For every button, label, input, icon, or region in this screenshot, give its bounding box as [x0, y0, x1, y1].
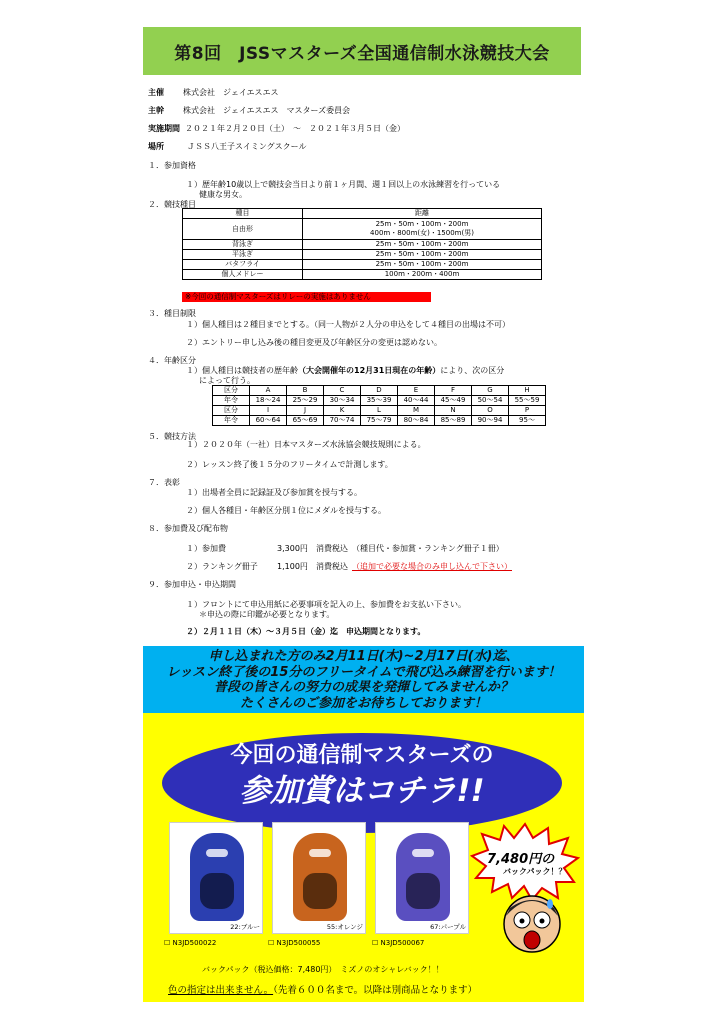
- age-cell: 65～69: [287, 416, 324, 426]
- age-cell: I: [250, 406, 287, 416]
- age-cell: 80～84: [398, 416, 435, 426]
- pocket: [303, 873, 337, 909]
- age-row-age1: [213, 396, 546, 406]
- sec7-heading: ７．表彰: [148, 478, 180, 487]
- sec7-line1: １）出場者全員に記録証及び参加賞を授与する。: [186, 488, 362, 497]
- age-cell: 70～74: [324, 416, 361, 426]
- age-cell: L: [361, 406, 398, 416]
- event-breaststroke-dist: 25m・50m・100m・200m: [303, 250, 542, 260]
- event-butterfly-dist: 25m・50m・100m・200m: [303, 260, 542, 270]
- age-cell: C: [324, 386, 361, 396]
- sec7-line2: ２）個人各種目・年齢区分別１位にメダルを授与する。: [186, 506, 386, 515]
- price-subtext: バックパック！？: [503, 867, 567, 876]
- age-cell: 30～34: [324, 396, 361, 406]
- event-backstroke: 背泳ぎ: [183, 240, 303, 250]
- age-cell: 18～24: [250, 396, 287, 406]
- sec4-line1c: により、次の区分: [440, 366, 505, 375]
- age-cell: G: [472, 386, 509, 396]
- sec4-line2: によって行う。: [199, 376, 255, 385]
- age-cell: 区分: [213, 386, 250, 396]
- promo-line2: 参加賞はコチラ!!: [239, 773, 485, 809]
- sec5-heading: ５．競技方法: [148, 432, 196, 441]
- info-value-venue: ＪＳＳ八王子スイミングスクール: [187, 142, 307, 151]
- sec4-heading: ４．年齢区分: [148, 356, 196, 365]
- fee-tax: 消費税込: [316, 544, 348, 553]
- brand-logo: [309, 849, 331, 857]
- age-cell: 45～49: [435, 396, 472, 406]
- backpack-icon: [293, 833, 347, 921]
- banner-line2: レッスン終了後の15分のフリータイムで飛び込み練習を行います！: [166, 664, 561, 680]
- age-cell: 区分: [213, 406, 250, 416]
- age-cell: 25～29: [287, 396, 324, 406]
- age-cell: A: [250, 386, 287, 396]
- sec1-heading: １．参加資格: [148, 161, 196, 170]
- sec4-line1a: １）個人種目は競技者の歴年齢: [186, 366, 298, 375]
- age-cell: M: [398, 406, 435, 416]
- color-label-purple: 67:パープル: [430, 923, 466, 931]
- age-cell: B: [287, 386, 324, 396]
- event-backstroke-dist: 25m・50m・100m・200m: [303, 240, 542, 250]
- age-cell: 60～64: [250, 416, 287, 426]
- fee-note: （種目代・参加賞・ランキング冊子１冊）: [352, 544, 504, 553]
- ranking-note: （追加で必要な場合のみ申し込んで下さい）: [352, 562, 512, 571]
- age-cell: 35～39: [361, 396, 398, 406]
- sec9-line2: ＊申込の際に印鑑が必要となります。: [199, 610, 335, 619]
- age-cell: F: [435, 386, 472, 396]
- event-freestyle-dist2: 400m・800m(女)・1500m(男): [370, 229, 474, 237]
- age-row-class1: [213, 386, 546, 396]
- footer-first-600: （先着６００名まで。以降は別商品となります）: [273, 985, 478, 996]
- age-cell: D: [361, 386, 398, 396]
- footer-line1: バックパック（税込価格：7,480円） ミズノのオシャレバック！！: [202, 965, 444, 974]
- info-label-period: 実施期間: [148, 124, 180, 133]
- info-label-venue: 場所: [148, 142, 164, 151]
- event-freestyle-dist1: 25m・50m・100m・200m: [375, 220, 469, 228]
- product-code-blue[interactable]: ☐ N3JD500022: [164, 939, 217, 947]
- age-cell: H: [509, 386, 546, 396]
- sec2-heading: ２．競技種目: [148, 200, 196, 209]
- age-cell: J: [287, 406, 324, 416]
- events-table: [182, 208, 542, 280]
- age-cell: E: [398, 386, 435, 396]
- age-cell: 年令: [213, 396, 250, 406]
- age-cell: O: [472, 406, 509, 416]
- age-cell: K: [324, 406, 361, 416]
- sec3-line1: １）個人種目は２種目までとする。（同一人物が２人分の申込をして４種目の出場は不可）: [186, 320, 510, 329]
- banner-line1: 申し込まれた方のみ2月11日(木)~2月17日(水)迄、: [208, 649, 519, 664]
- sec1-line2: 健康な男女。: [199, 190, 247, 199]
- product-code-orange[interactable]: ☐ N3JD500055: [268, 939, 321, 947]
- age-cell: P: [509, 406, 546, 416]
- pocket: [200, 873, 234, 909]
- sec9-line1: １）フロントにて申込用紙に必要事項を記入の上、参加費をお支払い下さい。: [186, 600, 466, 609]
- relay-note: ※今回の通信制マスターズはリレーの実施はありません: [182, 292, 431, 302]
- page-title: 第8回 JSSマスターズ全国通信制水泳競技大会: [143, 27, 581, 75]
- event-medley-dist: 100m・200m・400m: [303, 270, 542, 280]
- info-value-host: 株式会社 ジェイエスエス マスターズ委員会: [183, 106, 351, 115]
- product-code-purple[interactable]: ☐ N3JD500067: [372, 939, 425, 947]
- info-value-organizer: 株式会社 ジェイエスエス: [183, 88, 279, 97]
- age-cell: 90～94: [472, 416, 509, 426]
- sec5-line1: １）２０２０年（一社）日本マスターズ水泳協会競技規則による。: [186, 440, 426, 449]
- brand-logo: [412, 849, 434, 857]
- dive-practice-banner: [143, 646, 584, 713]
- events-header-distance: 距離: [303, 209, 542, 219]
- footer-no-color-choice: 色の指定は出来ません。: [168, 985, 274, 996]
- price-text: 7,480円の: [487, 852, 555, 867]
- banner-line4: たくさんのご参加をお待ちしております！: [239, 695, 487, 711]
- age-table: [212, 385, 546, 426]
- backpack-icon: [396, 833, 450, 921]
- events-header-event: 種目: [183, 209, 303, 219]
- banner-line3: 普段の皆さんの努力の成果を発揮してみませんか？: [213, 680, 513, 695]
- event-freestyle-distances: [303, 219, 542, 240]
- age-cell: 85～89: [435, 416, 472, 426]
- age-cell: N: [435, 406, 472, 416]
- sec1-line1: １）歴年齢10歳以上で競技会当日より前１ヶ月間、週１回以上の水泳練習を行っている: [186, 180, 501, 189]
- event-butterfly: バタフライ: [183, 260, 303, 270]
- color-label-orange: 55:オレンジ: [326, 923, 363, 931]
- sec5-line2: ２）レッスン終了後１５分のフリータイムで計測します。: [186, 460, 393, 469]
- fee-amount: 3,300円: [277, 544, 308, 553]
- age-cell: 40～44: [398, 396, 435, 406]
- pocket: [406, 873, 440, 909]
- age-cell: 95～: [509, 416, 546, 426]
- ranking-amount: 1,100円: [277, 562, 308, 571]
- age-row-age2: [213, 416, 546, 426]
- info-value-period: ２０２１年２月２０日（土） ～ ２０２１年３月５日（金）: [185, 124, 405, 133]
- color-label-blue: 22:ブルー: [230, 923, 260, 931]
- age-cell: 75～79: [361, 416, 398, 426]
- info-label-host: 主幹: [148, 106, 164, 115]
- event-breaststroke: 平泳ぎ: [183, 250, 303, 260]
- backpack-purple-image: [375, 822, 469, 934]
- age-cell: 年令: [213, 416, 250, 426]
- sec3-line2: ２）エントリー申し込み後の種目変更及び年齢区分の変更は認めない。: [186, 338, 442, 347]
- sec4-line1: [186, 366, 504, 376]
- sec4-line1b: （大会開催年の12月31日現在の年齢）: [298, 366, 441, 375]
- ranking-label: ２）ランキング冊子: [186, 562, 258, 571]
- sec3-heading: ３．種目制限: [148, 309, 196, 318]
- event-freestyle: 自由形: [183, 219, 303, 240]
- backpack-orange-image: [272, 822, 366, 934]
- surprised-face-icon: [498, 890, 566, 956]
- backpack-icon: [190, 833, 244, 921]
- fee-label: １）参加費: [186, 544, 226, 553]
- promo-line1: 今回の通信制マスターズの: [230, 743, 494, 768]
- footer-line2: [168, 985, 477, 997]
- info-label-organizer: 主催: [148, 88, 164, 97]
- ranking-tax: 消費税込: [316, 562, 348, 571]
- event-medley: 個人メドレー: [183, 270, 303, 280]
- sec8-heading: ８．参加費及び配布物: [148, 524, 228, 533]
- brand-logo: [206, 849, 228, 857]
- age-cell: 55～59: [509, 396, 546, 406]
- age-cell: 50～54: [472, 396, 509, 406]
- backpack-blue-image: [169, 822, 263, 934]
- sec9-heading: ９．参加申込・申込期間: [148, 580, 236, 589]
- sec9-line3: ２）２月１１日（木）～３月５日（金）迄 申込期間となります。: [186, 627, 426, 636]
- age-row-class2: [213, 406, 546, 416]
